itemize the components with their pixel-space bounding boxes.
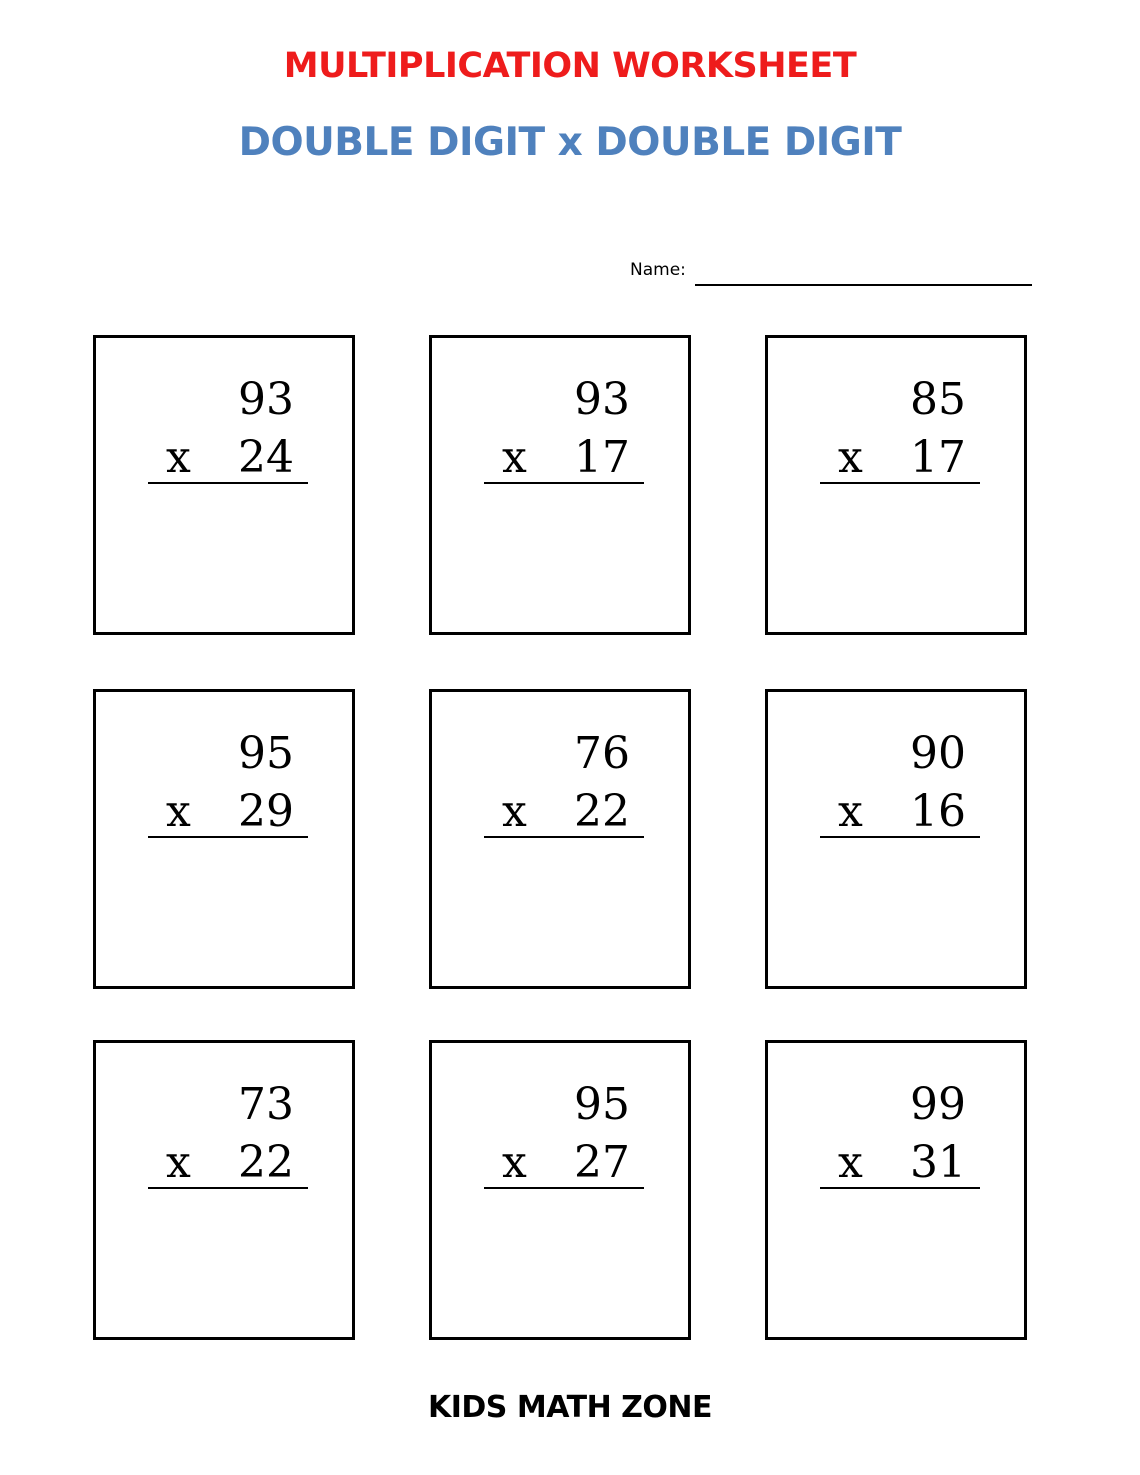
multiplicand: 99 bbox=[910, 1079, 966, 1130]
answer-rule bbox=[484, 1187, 644, 1189]
multiply-sign: x bbox=[166, 786, 191, 837]
name-label: Name: bbox=[630, 260, 686, 280]
problem-box bbox=[429, 689, 691, 989]
worksheet-subtitle: DOUBLE DIGIT x DOUBLE DIGIT bbox=[238, 120, 902, 165]
name-write-line[interactable] bbox=[695, 284, 1032, 286]
multiplicand: 90 bbox=[910, 728, 966, 779]
multiply-sign: x bbox=[502, 432, 527, 483]
multiply-sign: x bbox=[166, 432, 191, 483]
multiplicand: 95 bbox=[238, 728, 294, 779]
multiplicand: 85 bbox=[910, 374, 966, 425]
multiplicand: 93 bbox=[574, 374, 630, 425]
answer-rule bbox=[484, 482, 644, 484]
multiplier: 22 bbox=[574, 786, 630, 837]
answer-rule bbox=[820, 1187, 980, 1189]
multiply-sign: x bbox=[838, 1137, 863, 1188]
problem-box bbox=[93, 1040, 355, 1340]
multiplier: 24 bbox=[238, 432, 294, 483]
problem-box bbox=[429, 1040, 691, 1340]
multiply-sign: x bbox=[838, 432, 863, 483]
name-field bbox=[630, 258, 1032, 288]
multiplicand: 73 bbox=[238, 1079, 294, 1130]
problem-box bbox=[765, 689, 1027, 989]
multiplier: 29 bbox=[238, 786, 294, 837]
problem-box bbox=[93, 689, 355, 989]
multiply-sign: x bbox=[166, 1137, 191, 1188]
problem-box bbox=[429, 335, 691, 635]
multiplier: 31 bbox=[910, 1137, 966, 1188]
footer-brand: KIDS MATH ZONE bbox=[428, 1390, 712, 1425]
multiplier: 22 bbox=[238, 1137, 294, 1188]
multiplicand: 95 bbox=[574, 1079, 630, 1130]
multiplicand: 93 bbox=[238, 374, 294, 425]
answer-rule bbox=[484, 836, 644, 838]
multiplier: 27 bbox=[574, 1137, 630, 1188]
problem-box bbox=[93, 335, 355, 635]
multiplier: 17 bbox=[910, 432, 966, 483]
answer-rule bbox=[148, 1187, 308, 1189]
answer-rule bbox=[148, 482, 308, 484]
problem-box bbox=[765, 1040, 1027, 1340]
worksheet-title: MULTIPLICATION WORKSHEET bbox=[283, 46, 857, 86]
multiply-sign: x bbox=[502, 786, 527, 837]
multiplier: 16 bbox=[910, 786, 966, 837]
answer-rule bbox=[820, 836, 980, 838]
multiply-sign: x bbox=[838, 786, 863, 837]
multiply-sign: x bbox=[502, 1137, 527, 1188]
multiplicand: 76 bbox=[574, 728, 630, 779]
answer-rule bbox=[148, 836, 308, 838]
multiplier: 17 bbox=[574, 432, 630, 483]
answer-rule bbox=[820, 482, 980, 484]
problem-box bbox=[765, 335, 1027, 635]
